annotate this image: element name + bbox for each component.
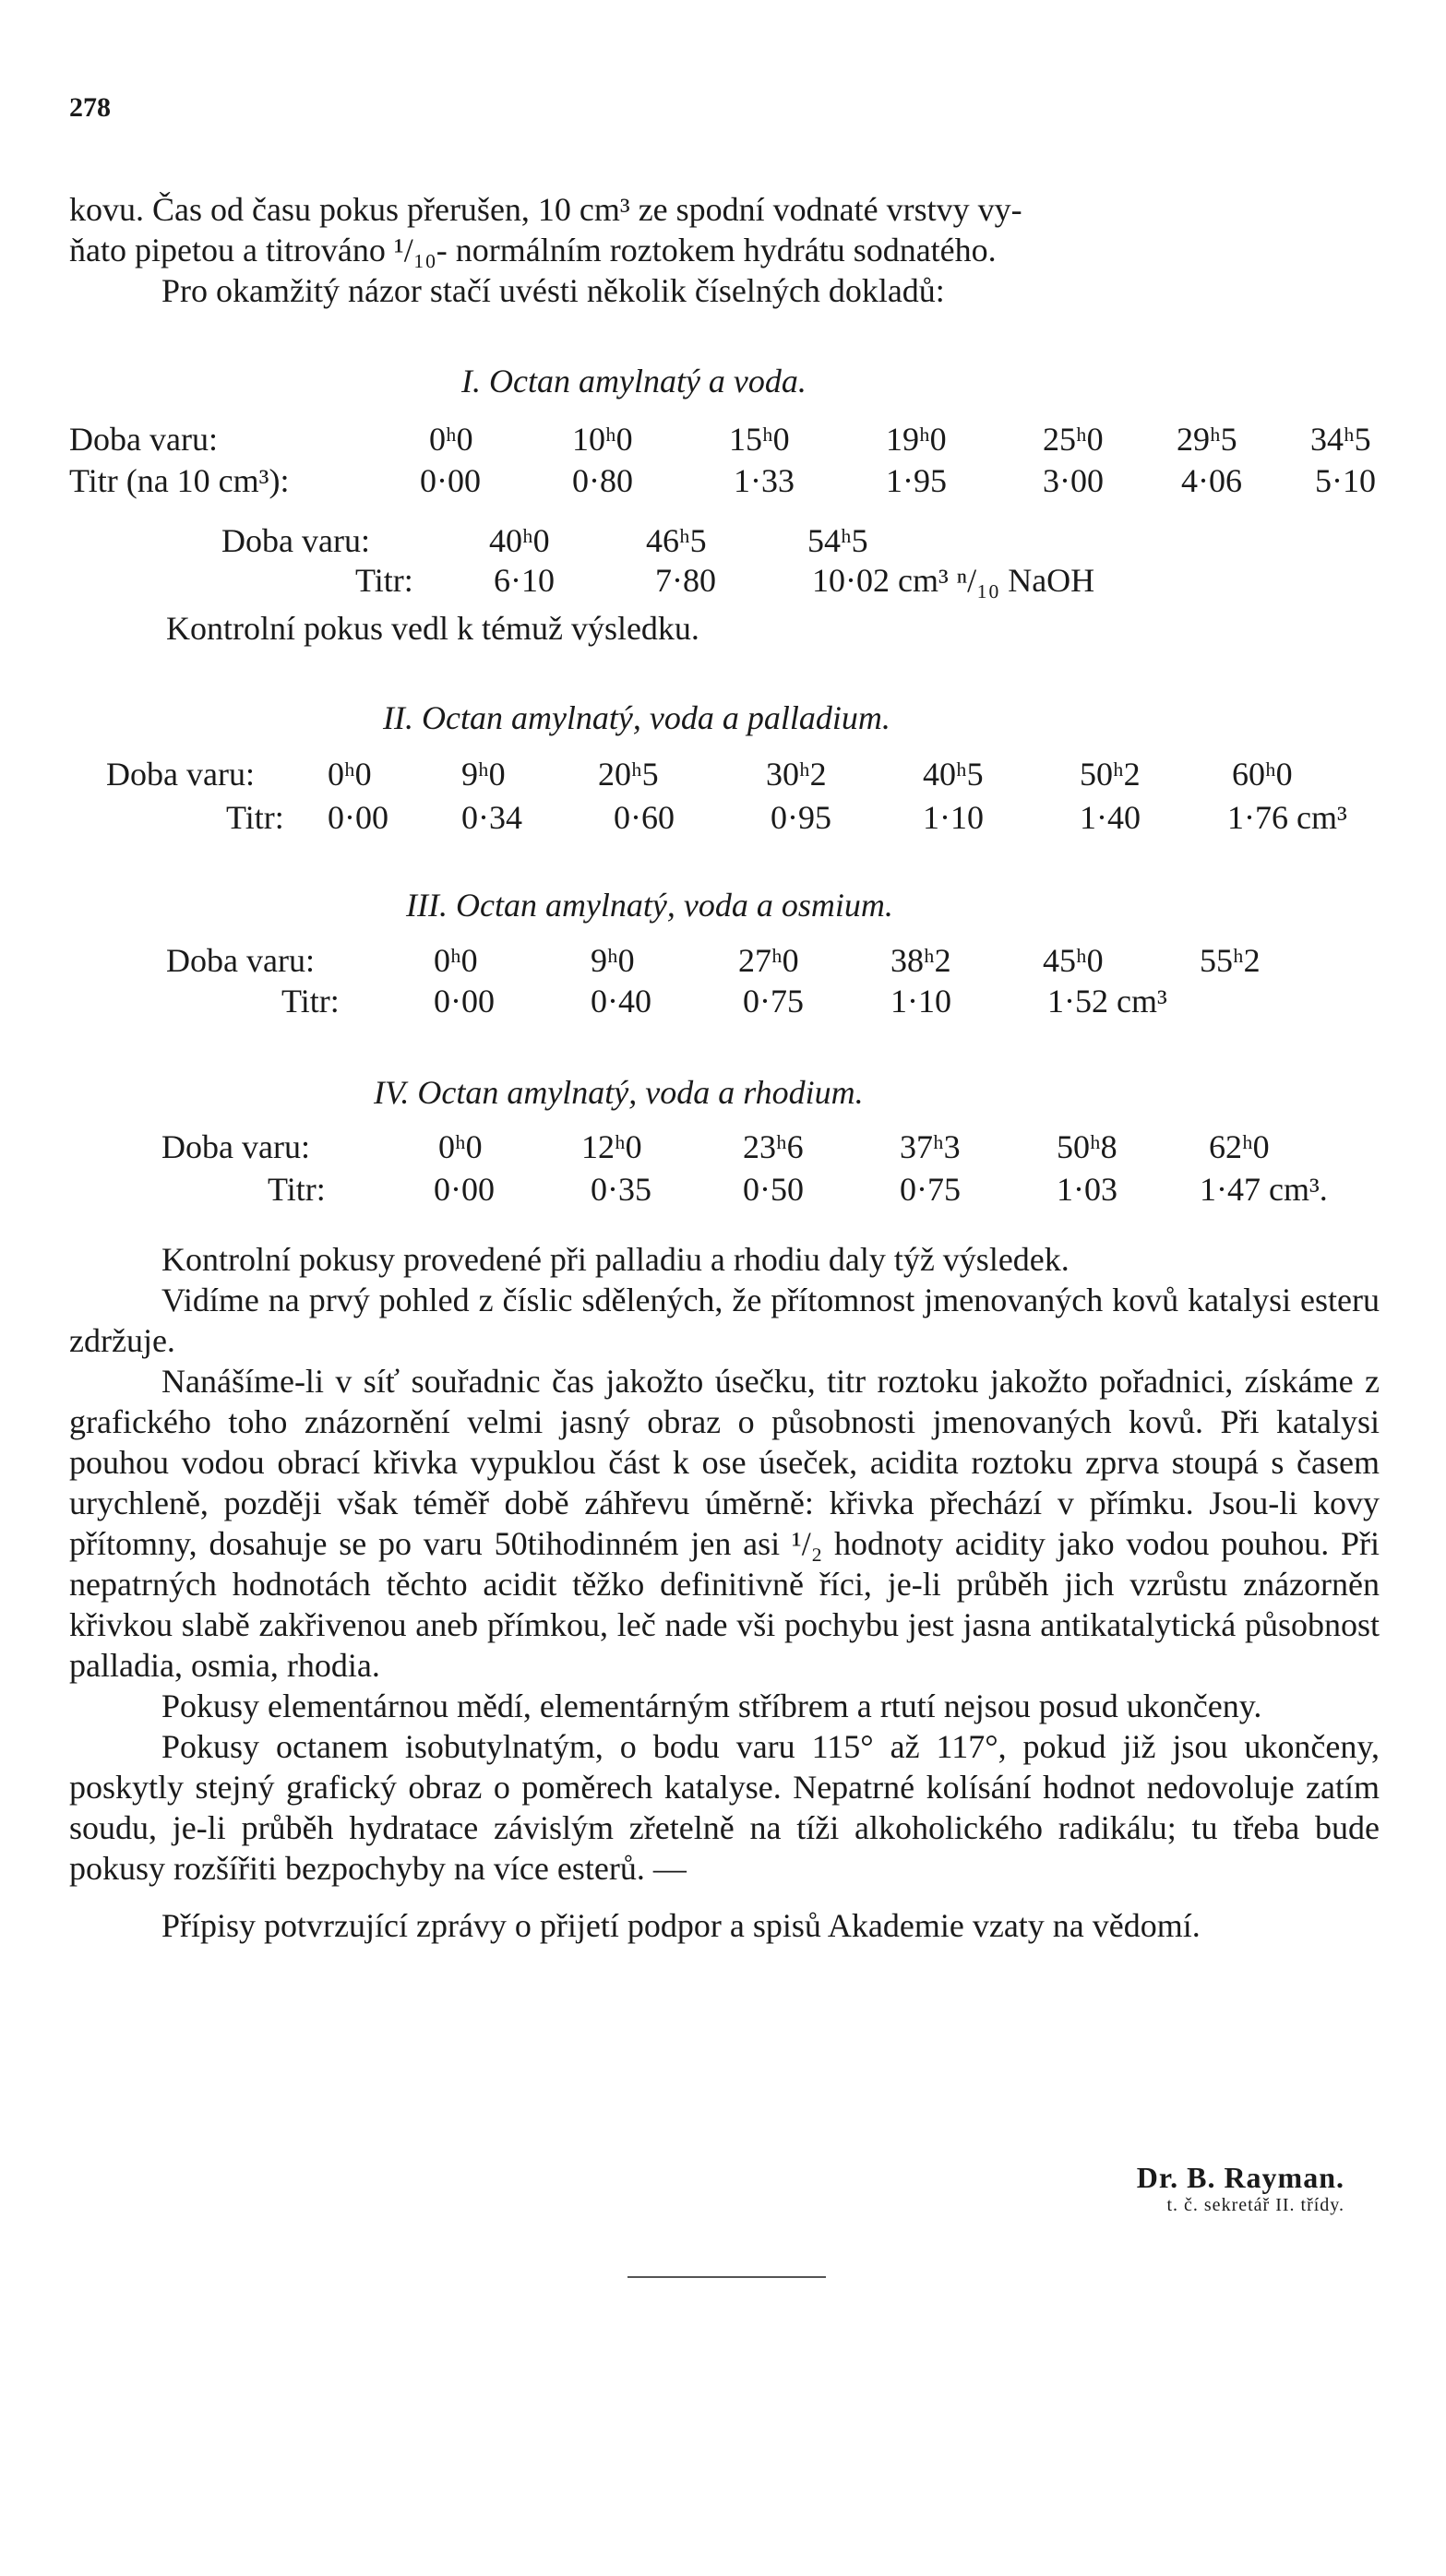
table-cell: 34ʰ5: [1310, 421, 1371, 458]
table-cell: 0·95: [771, 799, 831, 836]
table-cell: 60ʰ0: [1232, 756, 1293, 793]
intro-line: ňato pipetou a titrováno ¹/₁₀- normálním roztokem hydrátu sodnatého.: [69, 232, 997, 268]
table-cell: 0·50: [743, 1171, 804, 1208]
table-cell: 37ʰ3: [900, 1128, 961, 1165]
row-label: Titr:: [281, 983, 340, 1020]
paragraph: Pokusy octanem isobutylnatým, o bodu varu 115° až 117°, pokud již jsou ukončeny, poskytly stejný grafický obraz o poměrech katalyse. Nepatrné kolísání hodnot nedovoluje zatím soudu, je-li průběh hydratace závislým zřetelně na tíži alkoholického radikálu; tu třeba bude pokusy rozšířiti bezpochyby na více esterů. —: [69, 1728, 1380, 1887]
paragraph: Vidíme na prvý pohled z číslic sdělených, že přítomnost jmenovaných kovů katalysi esteru zdržuje.: [69, 1282, 1380, 1359]
signature-block: [1137, 2161, 1344, 2216]
paragraph: Pokusy elementárnou mědí, elementárným stříbrem a rtutí nejsou posud ukončeny.: [161, 1688, 1262, 1724]
table-cell: 29ʰ5: [1177, 421, 1237, 458]
table-cell: 0·00: [420, 462, 481, 499]
table-cell: 1·40: [1080, 799, 1141, 836]
signature-role: t. č. sekretář II. třídy.: [1166, 2195, 1344, 2215]
end-divider: [627, 2276, 826, 2278]
table-cell: 0·40: [591, 983, 651, 1020]
table-cell: 0ʰ0: [328, 756, 372, 793]
table-cell: 1·10: [890, 983, 951, 1020]
table-cell: 40ʰ0: [489, 522, 550, 559]
table-cell: 15ʰ0: [729, 421, 790, 458]
table-cell: 7·80: [655, 562, 716, 599]
table-cell: 40ʰ5: [923, 756, 984, 793]
row-label: Doba varu:: [69, 421, 218, 458]
table-cell: 0·00: [434, 1171, 495, 1208]
row-label: Titr:: [268, 1171, 326, 1208]
row-label: Doba varu:: [221, 522, 370, 559]
section-heading: II. Octan amylnatý, voda a palladium.: [383, 699, 890, 736]
row-label: Titr:: [226, 799, 284, 836]
table-cell: 0·75: [743, 983, 804, 1020]
intro-text: [69, 189, 1380, 311]
paragraph: Přípisy potvrzující zprávy o přijetí podpor a spisů Akademie vzaty na vědomí.: [161, 1907, 1201, 1944]
table-cell: 0·34: [461, 799, 522, 836]
table-cell: 1·95: [886, 462, 947, 499]
table-cell: 0·35: [591, 1171, 651, 1208]
section-heading: IV. Octan amylnatý, voda a rhodium.: [374, 1074, 864, 1111]
table-cell: 0·00: [328, 799, 388, 836]
table-cell: 0·75: [900, 1171, 961, 1208]
paragraph: Kontrolní pokusy provedené při palladiu a rhodiu daly týž výsledek.: [161, 1241, 1070, 1278]
signature-name: Dr. B. Rayman.: [1136, 2161, 1344, 2194]
intro-line: Pro okamžitý názor stačí uvésti několik číselných dokladů:: [161, 272, 945, 309]
table-cell: 25ʰ0: [1043, 421, 1104, 458]
table-cell: 27ʰ0: [738, 942, 799, 979]
table-cell: 30ʰ2: [766, 756, 827, 793]
row-label: Doba varu:: [166, 942, 315, 979]
table-cell: 0ʰ0: [429, 421, 473, 458]
body-text: [69, 1239, 1380, 1946]
row-label: Titr:: [355, 562, 413, 599]
table-cell: 1·33: [734, 462, 795, 499]
table-cell: 0ʰ0: [434, 942, 478, 979]
table-cell: 0·00: [434, 983, 495, 1020]
table-cell: 1·03: [1057, 1171, 1117, 1208]
table-cell: 3·00: [1043, 462, 1104, 499]
table-cell: 1·10: [923, 799, 984, 836]
table-cell: 46ʰ5: [646, 522, 707, 559]
table-cell: 6·10: [494, 562, 555, 599]
table-cell: 19ʰ0: [886, 421, 947, 458]
table-cell: 0·80: [572, 462, 633, 499]
table-cell: 20ʰ5: [598, 756, 659, 793]
table-cell: 5·10: [1315, 462, 1376, 499]
table-cell: 12ʰ0: [581, 1128, 642, 1165]
paragraph: Nanášíme-li v síť souřadnic čas jakožto úsečku, titr roztoku jakožto pořadnici, získáme z grafického toho znázornění velmi jasný obraz o působnosti jmenovaných kovů. Při katalysi pouhou vodou obrací křivka vypuklou část k ose úseček, acidita roztoku zprva stoupá s časem urychleně, později však téměř době záhřevu úměrně: křivka přechází v přímku. Jsou-li kovy přítomny, dosahuje se po varu 50tihodinném jen asi ¹/₂ hodnoty acidity jako vodou pouhou. Při nepatrných hodnotách těchto acidit těžko definitivně říci, je-li průběh jich vzrůstu znázorněn křivkou slabě zakřivenou aneb přímkou, leč nade vši pochybu jest jasna antikatalytická působnost palladia, osmia, rhodia.: [69, 1363, 1380, 1684]
intro-line: kovu. Čas od času pokus přerušen, 10 cm³ ze spodní vodnaté vrstvy vy-: [69, 191, 1022, 228]
row-label: Doba varu:: [106, 756, 255, 793]
table-cell: 50ʰ8: [1057, 1128, 1117, 1165]
section-heading: I. Octan amylnatý a voda.: [461, 363, 807, 400]
row-label: Titr (na 10 cm³):: [69, 462, 290, 499]
table-cell: 10·02 cm³ ⁿ/₁₀ NaOH: [812, 562, 1095, 599]
table-cell: 9ʰ0: [591, 942, 635, 979]
section-heading: III. Octan amylnatý, voda a osmium.: [406, 887, 893, 924]
table-cell: 55ʰ2: [1200, 942, 1261, 979]
table-cell: 1·47 cm³.: [1200, 1171, 1328, 1208]
table-cell: 54ʰ5: [807, 522, 868, 559]
row-label: Doba varu:: [161, 1128, 310, 1165]
table-cell: 0ʰ0: [438, 1128, 483, 1165]
table-cell: 50ʰ2: [1080, 756, 1141, 793]
section-note: Kontrolní pokus vedl k témuž výsledku.: [166, 610, 699, 647]
table-cell: 23ʰ6: [743, 1128, 804, 1165]
table-cell: 45ʰ0: [1043, 942, 1104, 979]
table-cell: 4·06: [1181, 462, 1242, 499]
table-cell: 10ʰ0: [572, 421, 633, 458]
table-cell: 62ʰ0: [1209, 1128, 1270, 1165]
table-cell: 1·76 cm³: [1227, 799, 1347, 836]
table-cell: 9ʰ0: [461, 756, 506, 793]
table-cell: 1·52 cm³: [1047, 983, 1167, 1020]
table-cell: 38ʰ2: [890, 942, 951, 979]
table-cell: 0·60: [614, 799, 675, 836]
page-number: 278: [69, 92, 111, 123]
